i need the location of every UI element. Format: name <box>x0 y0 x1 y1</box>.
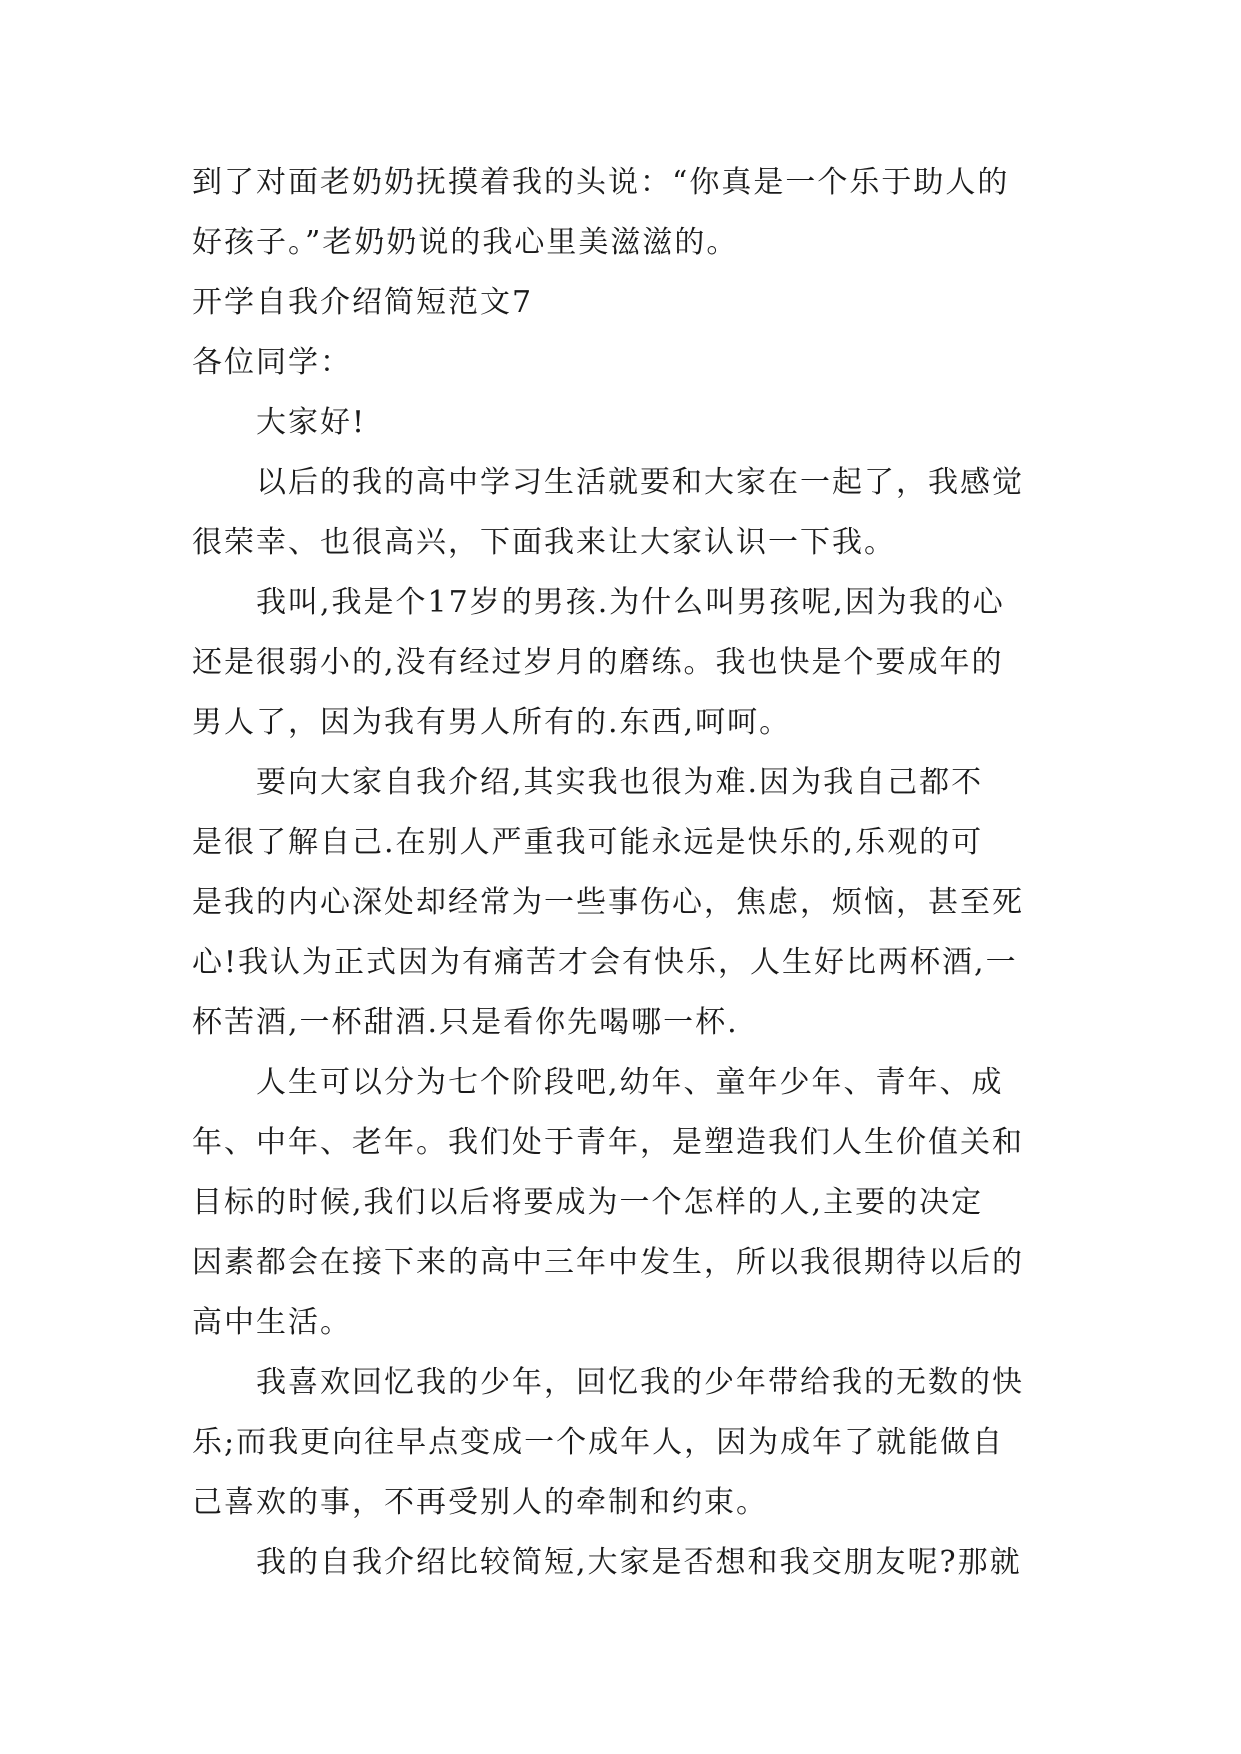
greeting: 大家好! <box>256 405 367 440</box>
text-line: 杯苦酒,一杯甜酒.只是看你先喝哪一杯. <box>192 1005 739 1040</box>
text-line: 高中生活。 <box>192 1305 352 1340</box>
text-line: 人生可以分为七个阶段吧,幼年、童年少年、青年、成 <box>256 1065 1004 1100</box>
text-line: 男人了，因为我有男人所有的.东西,呵呵。 <box>192 705 792 740</box>
document-body <box>192 153 1054 1593</box>
section-heading: 开学自我介绍简短范文7 <box>192 285 534 320</box>
text-line: 是我的内心深处却经常为一些事伤心，焦虑，烦恼，甚至死 <box>192 885 1024 920</box>
text-line: 是很了解自己.在别人严重我可能永远是快乐的,乐观的可 <box>192 825 984 860</box>
text-line: 以后的我的高中学习生活就要和大家在一起了，我感觉 <box>256 465 1024 500</box>
text-line: 还是很弱小的,没有经过岁月的磨练。我也快是个要成年的 <box>192 645 1004 680</box>
text-line: 目标的时候,我们以后将要成为一个怎样的人,主要的决定 <box>192 1185 984 1220</box>
salutation: 各位同学： <box>192 345 352 380</box>
text-line: 年、中年、老年。我们处于青年，是塑造我们人生价值关和 <box>192 1125 1024 1160</box>
text-line: 心!我认为正式因为有痛苦才会有快乐，人生好比两杯酒,一 <box>192 945 1018 980</box>
text-line: 好孩子。”老奶奶说的我心里美滋滋的。 <box>192 225 739 260</box>
text-line: 我叫,我是个17岁的男孩.为什么叫男孩呢,因为我的心 <box>256 585 1005 620</box>
text-line: 很荣幸、也很高兴，下面我来让大家认识一下我。 <box>192 525 896 560</box>
text-line: 我喜欢回忆我的少年，回忆我的少年带给我的无数的快 <box>256 1365 1024 1400</box>
text-line: 因素都会在接下来的高中三年中发生，所以我很期待以后的 <box>192 1245 1024 1280</box>
text-line: 我的自我介绍比较简短,大家是否想和我交朋友呢?那就 <box>256 1545 1022 1580</box>
text-line: 到了对面老奶奶抚摸着我的头说：“你真是一个乐于助人的 <box>192 165 1010 200</box>
text-line: 要向大家自我介绍,其实我也很为难.因为我自己都不 <box>256 765 984 800</box>
text-line: 己喜欢的事，不再受别人的牵制和约束。 <box>192 1485 768 1520</box>
text-line: 乐;而我更向往早点变成一个成年人，因为成年了就能做自 <box>192 1425 1005 1460</box>
